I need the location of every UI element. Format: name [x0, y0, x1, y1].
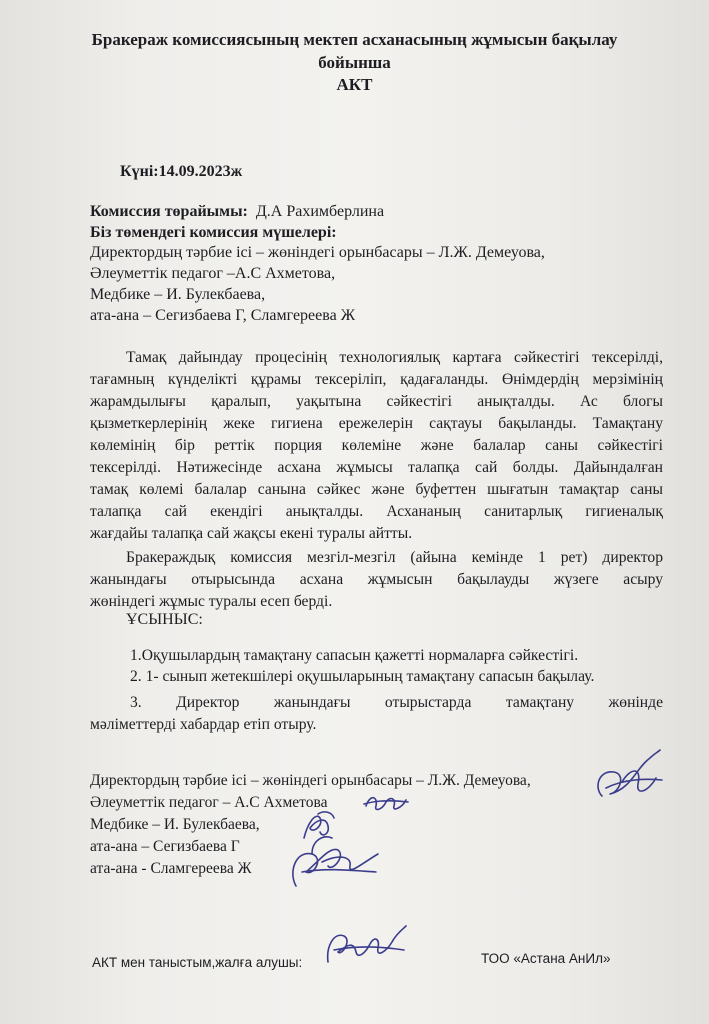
signature-line: ата-ана – Сегизбаева Г — [90, 838, 240, 855]
signature-line: Медбике – И. Булекбаева, — [90, 816, 260, 833]
members-heading: Біз төмендегі комиссия мүшелері: — [90, 224, 337, 241]
member-line: Медбике – И. Булекбаева, — [90, 286, 266, 303]
signature-line: Әлеуметтік педагог – А.С Ахметова — [90, 794, 328, 811]
paragraph-line: жөніндегі жұмыс туралы есеп берді. — [90, 593, 333, 610]
paragraph-line: жағдайы талапқа сай жақсы екені туралы айтты. — [90, 525, 413, 542]
paragraph-line: тексерілді. Нәтижесінде асхана жұмысы талапқа сай болды. Дайындалған — [90, 459, 663, 476]
act-date: Күні:14.09.2023ж — [120, 163, 243, 180]
recommendation-item-3 — [90, 692, 663, 736]
paragraph-line: тамақ көлемі балалар санына сәйкес және буфеттен шығатын тамақтар саны — [90, 481, 663, 498]
paragraph-line: 3. Директор жанындағы отырыстарда тамақтану жөнінде — [130, 694, 663, 711]
paragraph-line: мәліметтерді хабардар етіп отыру. — [90, 716, 317, 733]
paragraph-line: тағамның күнделікті құрамы тексеріліп, қадағаланды. Өнімдердің мерзімінің — [90, 371, 663, 388]
signature-line: Директордың тәрбие ісі – жөніндегі орынбасары – Л.Ж. Демеуова, — [90, 772, 531, 789]
commission-chair — [90, 203, 384, 221]
recommendations-heading: ҰСЫНЫС: — [126, 611, 203, 628]
company-name: ТОО «Астана АнИл» — [481, 951, 611, 966]
member-line: ата-ана – Сегизбаева Г, Сламгереева Ж — [90, 307, 356, 324]
member-line: Әлеуметтік педагог –А.С Ахметова, — [90, 265, 336, 282]
paragraph-line: Бракераждық комиссия мезгіл-мезгіл (айына кемінде 1 рет) директор — [126, 549, 663, 566]
title-line-3: АКТ — [336, 75, 373, 94]
paragraph-line: қызметкерлерінің жеке гигиена ережелерін сақтауы бақыланды. Тамақтану — [90, 415, 663, 432]
paragraph-line: жанындағы отырысында асхана жұмысын бақылауды жүзеге асыру — [90, 571, 663, 588]
signature-demeuova — [592, 748, 672, 808]
signature-parents — [282, 832, 382, 898]
recommendation-item-1: 1.Оқушылардың тамақтану сапасын қажетті нормаларға сәйкестігі. — [130, 647, 579, 664]
title-line-1: Бракераж комиссиясының мектеп асханасының жұмысын бақылау — [91, 30, 618, 49]
signature-akhmetova — [362, 792, 412, 814]
signature-line: ата-ана - Сламгереева Ж — [90, 860, 252, 877]
paragraph-line: Тамақ дайындау процесінің технологиялық картаға сәйкестігі тексерілді, — [126, 349, 663, 366]
chair-label: Комиссия төрайымы: — [90, 203, 248, 220]
chair-name: Д.А Рахимберлина — [255, 203, 385, 220]
paragraph-2 — [90, 547, 663, 613]
paragraph-line: көлемінің бір реттік порция көлеміне және балалар саны сәйкестігі — [90, 437, 663, 454]
acknowledged-label: АКТ мен таныстым,жалға алушы: — [92, 955, 303, 970]
signature-tenant — [320, 922, 410, 972]
title-line-2: бойынша — [318, 53, 391, 72]
paragraph-1 — [90, 347, 663, 545]
paragraph-line: жарамдылығы қаралып, уақытына сәйкестігі анықталды. Ас блогы — [90, 393, 663, 410]
member-line: Директордың тәрбие ісі – жөніндегі орынбасары – Л.Ж. Демеуова, — [90, 244, 545, 261]
recommendation-item-2: 2. 1- сынып жетекшілері оқушыларының тамақтану сапасын бақылау. — [130, 668, 595, 685]
paragraph-line: талапқа сай екендігі анықталды. Асхананың санитарлық гигиеналық — [90, 503, 663, 520]
